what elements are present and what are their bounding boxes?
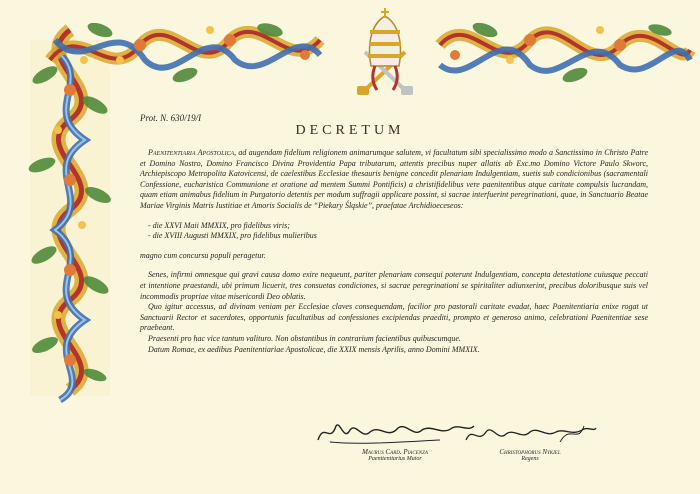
- decree-body: [140, 148, 648, 355]
- paragraph-4: Quo igitur accessus, ad divinam veniam per Ecclesiae claves consequendam, facilior pro pastorali caritate evadat, haec Paenitentiaria enixe rogat ut Sanctuarii Rector et sacerdotes, opportunis facultatibus ad confessiones excipiendas praediti, prompto et generoso animo, celebrationi Paenitentiae sese praebeant.: [140, 302, 648, 333]
- papal-emblem-icon: [357, 8, 413, 95]
- spacer: [140, 261, 648, 270]
- handwritten-signature-left-icon: [310, 418, 480, 448]
- signer-left-name: Maurus Card. Piacenza: [362, 448, 428, 456]
- left-border-ornament-icon: [27, 30, 113, 400]
- decree-title: DECRETUM: [295, 123, 405, 138]
- paragraph-6: Datum Romae, ex aedibus Paenitentiariae Apostolicae, die XXIX mensis Aprilis, anno Domini MMXIX.: [148, 344, 480, 354]
- signature-right: [460, 422, 600, 462]
- list-item: - die XXVI Maii MMXIX, pro fidelibus viris;: [148, 220, 290, 230]
- spacer: [140, 212, 648, 221]
- paragraph-1-text: , ad augendam fidelium religionem animarumque salutem, vi facultatum sibi specialissimo modo a Sanctissimo in Christo Patre et Domino Nostro, Domino Francisco Divina Providentia Papa tributarum, attentis precibus nuper allatis ab Exc.mo Domino Victore Paulo Skworc, Archiepiscopo Metropolita Katovicensi, de caelestibus Ecclesiae thesauris benigne concedit plenariam Indulgentiam, suetis sub condicionibus (sacramentali Confessione, eucharistica Communione et oratione ad mentem Summi Pontificis) a christifidelibus vere paenitentibus atque caritate compulsis lucrandam, quam etiam animabus fidelium in Purgatorio detentis per modum suffragii applicare possint, si sacrae interfuerint peregrinationi, quae, in Sanctuario Beatae Mariae Virginis Matris Iustitiae et Amoris Socialis de “Piekary Śląskie”, praefatae Archidioeceseos:: [140, 148, 648, 210]
- paragraph-1: [140, 148, 648, 212]
- handwritten-signature-right-icon: [460, 422, 600, 448]
- signer-right-role: Regens: [521, 456, 539, 462]
- paragraph-3: Senes, infirmi omnesque qui gravi causa domo exire nequeunt, pariter plenariam consequi poterunt Indulgentiam, concepta detestatione cuiusque peccati et intentione praestandi, ubi primum licuerit, tres consuetas condiciones, si sacrae peregrinationi se spiritaliter adiunxerint, precibus doloribusque suis vel incommodis propriae vitae misericordi Deo oblatis.: [140, 270, 648, 301]
- date-list: [140, 221, 648, 242]
- paragraph-2: magno cum concursu populi peragetur.: [140, 250, 266, 260]
- signature-left: [310, 418, 480, 462]
- signer-left-role: Paenitentiarius Maior: [368, 456, 422, 462]
- list-item: - die XVIII Augusti MMXIX, pro fidelibus mulieribus: [148, 231, 317, 241]
- protocol-number: Prot. N. 630/19/I: [140, 113, 202, 123]
- signer-right-name: Christophorus Nykiel: [499, 448, 561, 456]
- top-right-border-ornament-icon: [440, 20, 690, 85]
- paragraph-5: Praesenti pro hac vice tantum valituro. Non obstantibus in contrarium facientibus quibuscumque.: [148, 333, 461, 343]
- spacer: [140, 242, 648, 251]
- issuer-name: Paenitentiaria Apostolica: [148, 148, 235, 157]
